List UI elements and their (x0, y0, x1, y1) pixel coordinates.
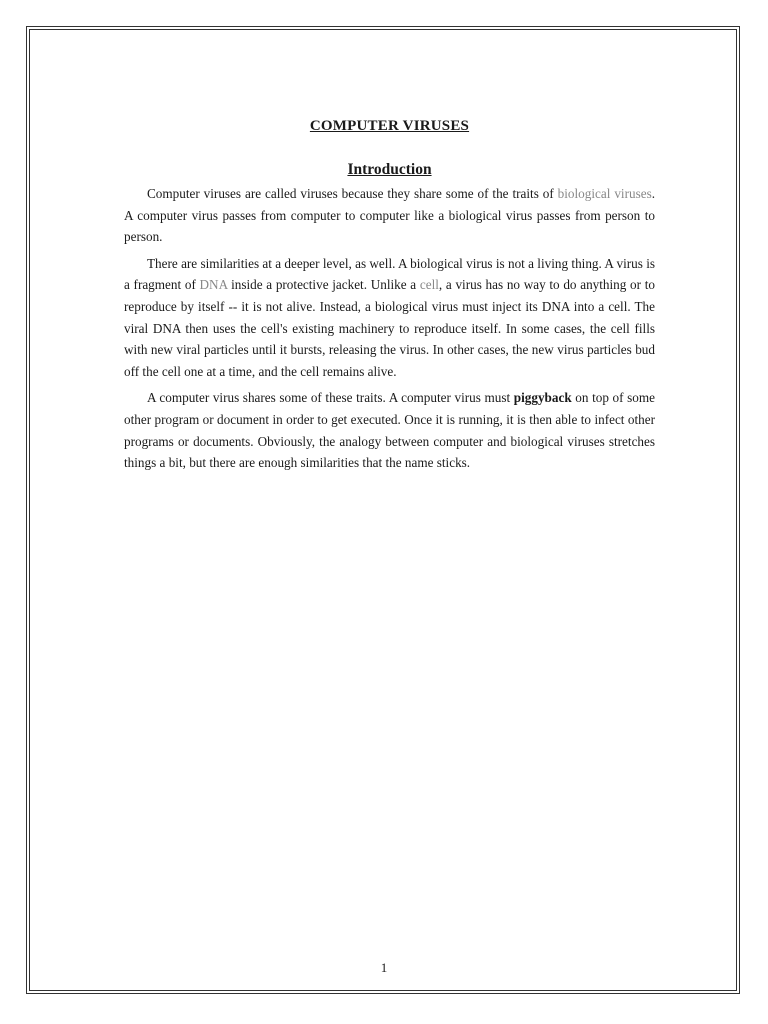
page-number: 1 (380, 960, 388, 975)
paragraph-3-text-b: on top of some other program or document in order to get executed. Once it is running, it is then able to infect other programs or documents. Obviously, the analogy between computer and biological viruses stretches things a bit, but there are enough similarities that the name sticks. (124, 390, 655, 471)
paragraph-2-text-a: There are similarities at a deeper level, as well. A biological virus is not a living thing. A virus is a fragment of (124, 255, 655, 293)
paragraph-1-text-a: Computer viruses are called viruses because they share some of the traits of (147, 186, 558, 201)
section-heading: Introduction (347, 161, 432, 178)
paragraph-1-text-b: . A computer virus passes from computer to computer like a biological virus passes from person to person. (124, 186, 655, 245)
paragraph-3 (124, 387, 655, 473)
document-body (124, 118, 655, 479)
emphasis-piggyback: piggyback (513, 390, 572, 406)
paragraph-2-text-b: inside a protective jacket. Unlike a (227, 277, 420, 293)
link-dna[interactable]: DNA (199, 277, 228, 293)
paragraph-2 (124, 253, 655, 383)
paragraph-1 (124, 183, 655, 248)
paragraph-3-text-a: A computer virus shares some of these traits. A computer virus must (147, 390, 514, 406)
link-cell[interactable]: cell (419, 277, 439, 293)
paragraph-2-text-c: , a virus has no way to do anything or to reproduce by itself -- it is not alive. Instead, a biological virus must inject its DNA into a cell. The viral DNA then uses the cell's existing machinery to reproduce itself. In some cases, the cell fills with new viral particles until it bursts, releasing the virus. In other cases, the new virus particles bud off the cell one at a time, and the cell remains alive. (124, 277, 655, 379)
link-biological-viruses[interactable]: biological viruses (557, 186, 652, 201)
document-title: COMPUTER VIRUSES (309, 118, 470, 134)
